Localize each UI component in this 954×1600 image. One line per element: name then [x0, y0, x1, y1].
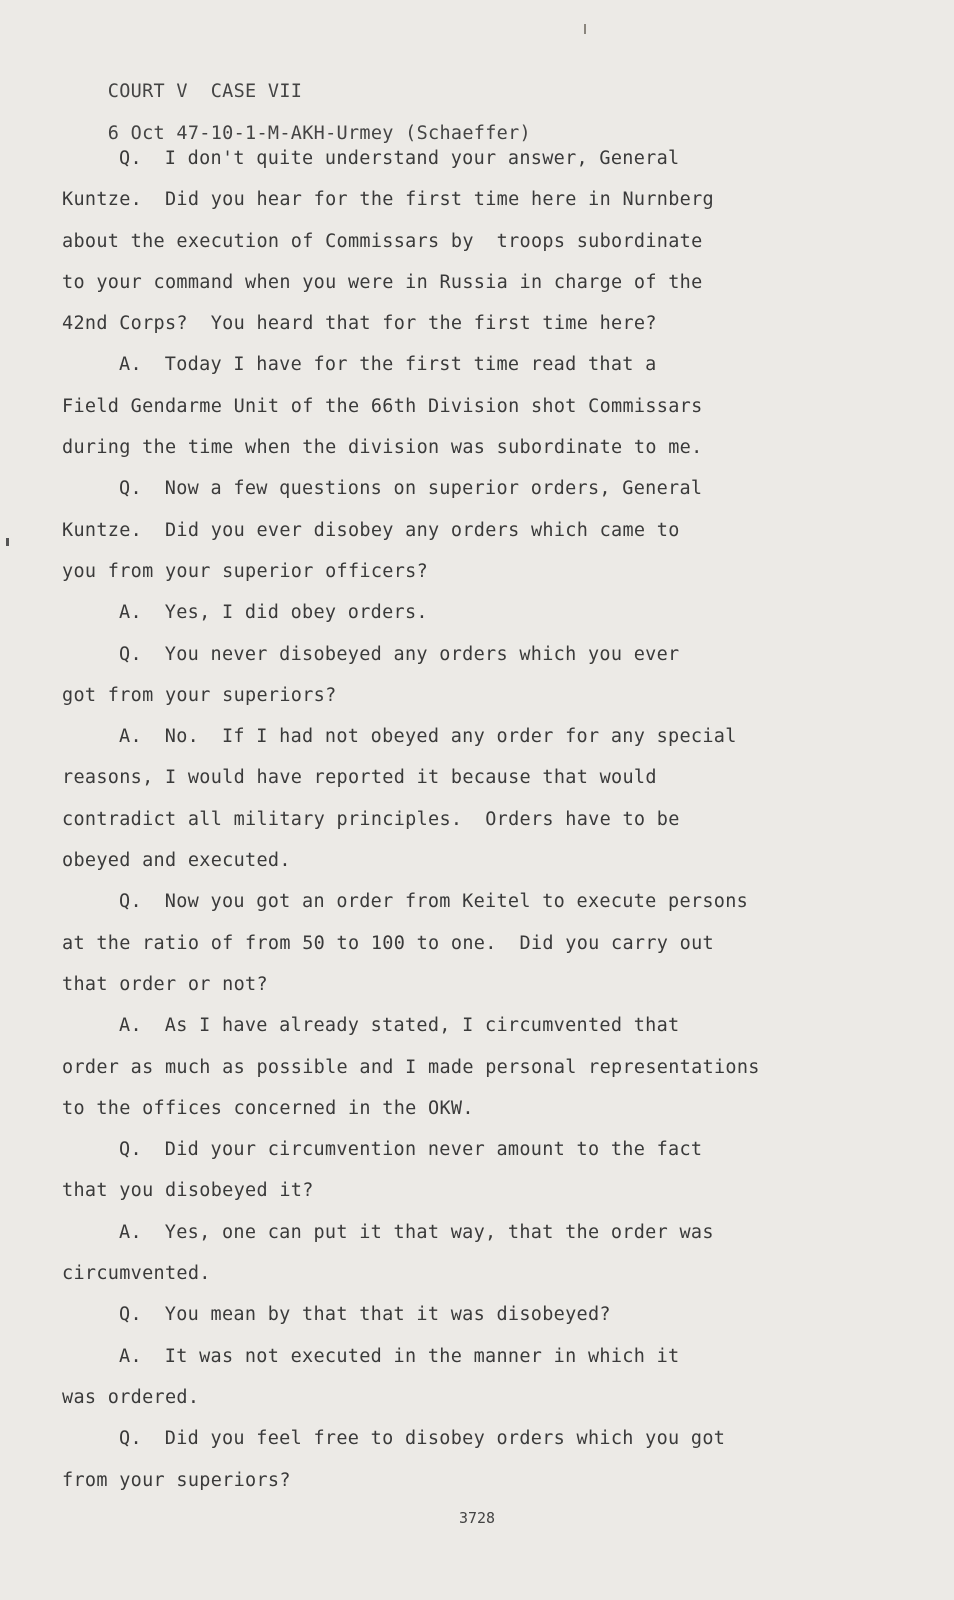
transcript-line: Q. Now you got an order from Keitel to execute persons [119, 891, 749, 913]
page-number: 3728 [458, 1509, 496, 1527]
transcript-line: during the time when the division was subordinate to me. [62, 437, 703, 459]
transcript-line: 42nd Corps? You heard that for the first time here? [62, 313, 657, 335]
transcript-line: A. Yes, I did obey orders. [119, 602, 428, 624]
transcript-line: that order or not? [62, 973, 268, 995]
transcript-line: A. It was not executed in the manner in which it [119, 1345, 680, 1367]
header-court-case: COURT V CASE VII [107, 81, 303, 102]
transcript-line: order as much as possible and I made personal representations [62, 1056, 760, 1078]
transcript-line: contradict all military principles. Orders have to be [62, 808, 680, 830]
transcript-line: to the offices concerned in the OKW. [62, 1097, 474, 1119]
transcript-body [62, 138, 760, 1501]
transcript-line: got from your superiors? [62, 684, 337, 706]
header-date-ref: 6 Oct 47-10-1-M-AKH-Urmey (Schaeffer) [107, 123, 531, 144]
transcript-line: that you disobeyed it? [62, 1180, 314, 1202]
transcript-line: about the execution of Commissars by troops subordinate [62, 230, 703, 252]
transcript-line: to your command when you were in Russia in charge of the [62, 271, 703, 293]
transcript-line: Q. I don't quite understand your answer, General [119, 148, 680, 169]
transcript-line: reasons, I would have reported it because that would [62, 767, 657, 789]
transcript-line: obeyed and executed. [62, 850, 291, 872]
transcript-line: Q. You never disobeyed any orders which you ever [119, 643, 680, 665]
transcript-line: was ordered. [62, 1386, 200, 1408]
transcript-line: at the ratio of from 50 to 100 to one. Did you carry out [62, 932, 714, 954]
transcript-line: Q. Now a few questions on superior orders, General [119, 478, 703, 500]
paper-mark [584, 24, 586, 34]
transcript-line: from your superiors? [62, 1469, 291, 1491]
transcript-line: Q. Did you feel free to disobey orders which you got [119, 1428, 726, 1450]
transcript-line: Kuntze. Did you hear for the first time here in Nurnberg [62, 189, 714, 211]
transcript-line: Q. Did your circumvention never amount to the fact [119, 1139, 703, 1161]
transcript-line: Q. You mean by that that it was disobeyed? [119, 1304, 611, 1326]
transcript-line: Kuntze. Did you ever disobey any orders which came to [62, 519, 680, 541]
transcript-line: you from your superior officers? [62, 560, 429, 582]
paper-mark [6, 538, 9, 546]
transcript-line: A. Today I have for the first time read that a [119, 354, 657, 376]
transcript-line: A. Yes, one can put it that way, that the order was [119, 1221, 714, 1243]
transcript-line: A. No. If I had not obeyed any order for any special [119, 726, 737, 748]
transcript-line: Field Gendarme Unit of the 66th Division shot Commissars [62, 395, 703, 417]
transcript-line: A. As I have already stated, I circumvented that [119, 1015, 680, 1037]
transcript-line: circumvented. [62, 1263, 211, 1285]
